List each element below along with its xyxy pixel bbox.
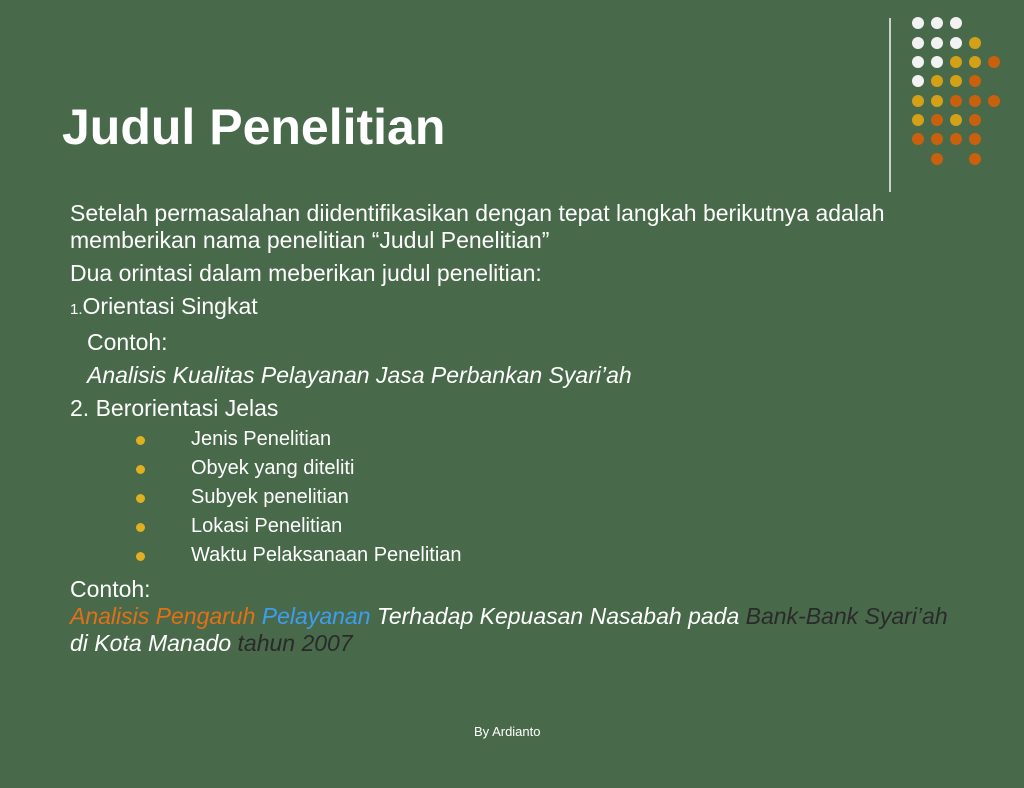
list-item-label: Jenis Penelitian <box>191 428 332 450</box>
criteria-list <box>70 425 970 570</box>
example2-bank: Bank-Bank Syari’ah <box>745 603 948 629</box>
list-item-label: Obyek yang diteliti <box>191 457 355 479</box>
decorative-dot <box>931 133 943 145</box>
slide-footer: By Ardianto <box>474 724 541 739</box>
decorative-dot <box>950 114 962 126</box>
example2-pelayanan: Pelayanan <box>261 603 371 629</box>
decorative-dot <box>950 95 962 107</box>
decorative-dot <box>988 95 1000 107</box>
decorative-dot <box>988 56 1000 68</box>
decorative-dot <box>912 95 924 107</box>
decorative-dot <box>912 37 924 49</box>
item2-heading: 2. Berorientasi Jelas <box>70 395 279 421</box>
decorative-dot <box>950 17 962 29</box>
list-item <box>70 454 970 483</box>
bullet-icon <box>136 552 145 561</box>
slide-title: Judul Penelitian <box>62 99 446 155</box>
bullet-icon <box>136 465 145 474</box>
example2-terhadap: Terhadap Kepuasan Nasabah pada <box>376 603 740 629</box>
vertical-divider <box>889 18 891 192</box>
intro-paragraph: Setelah permasalahan diidentifikasikan dengan tepat langkah berikutnya adalah memberikan nama penelitian “Judul Penelitian” <box>70 200 885 253</box>
decorative-dot <box>931 17 943 29</box>
decorative-dot <box>969 75 981 87</box>
slide-content <box>70 200 970 657</box>
item1-contoh-label: Contoh: <box>87 329 168 355</box>
decorative-dot <box>950 37 962 49</box>
list-item-label: Lokasi Penelitian <box>191 515 343 537</box>
decorative-dot <box>912 56 924 68</box>
item1-label: Orientasi Singkat <box>82 293 258 319</box>
decorative-dot <box>931 95 943 107</box>
decorative-dot <box>931 75 943 87</box>
example2-analisis: Analisis Pengaruh <box>70 603 256 629</box>
list-item-label: Subyek penelitian <box>191 486 349 508</box>
decorative-dot <box>912 17 924 29</box>
bullet-icon <box>136 436 145 445</box>
decorative-dot <box>950 56 962 68</box>
decorative-dot <box>950 75 962 87</box>
dua-orintasi-text: Dua orintasi dalam meberikan judul penelitian: <box>70 260 542 286</box>
list-item <box>70 425 970 454</box>
decorative-dot <box>969 56 981 68</box>
contoh2-label: Contoh: <box>70 576 151 602</box>
decorative-dot <box>950 133 962 145</box>
list-item <box>70 483 970 512</box>
bullet-icon <box>136 523 145 532</box>
example2-sentence <box>70 603 970 657</box>
decorative-dot <box>912 114 924 126</box>
bullet-icon <box>136 494 145 503</box>
example2-tahun: tahun 2007 <box>237 630 353 656</box>
list-item <box>70 512 970 541</box>
decorative-dot <box>969 95 981 107</box>
decorative-dot <box>931 37 943 49</box>
decorative-dot <box>931 114 943 126</box>
item1-number: 1. <box>70 301 83 318</box>
list-item <box>70 541 970 570</box>
decorative-dot <box>912 133 924 145</box>
decorative-dot <box>969 37 981 49</box>
decorative-dot <box>912 75 924 87</box>
decorative-dot <box>931 56 943 68</box>
item1-heading <box>70 293 970 323</box>
example2-kota: di Kota Manado <box>70 630 232 656</box>
decorative-dot <box>969 153 981 165</box>
decorative-dot <box>969 133 981 145</box>
list-item-label: Waktu Pelaksanaan Penelitian <box>191 544 462 566</box>
decorative-dot <box>931 153 943 165</box>
decorative-dot <box>969 114 981 126</box>
item1-example: Analisis Kualitas Pelayanan Jasa Perbankan Syari’ah <box>87 362 632 388</box>
